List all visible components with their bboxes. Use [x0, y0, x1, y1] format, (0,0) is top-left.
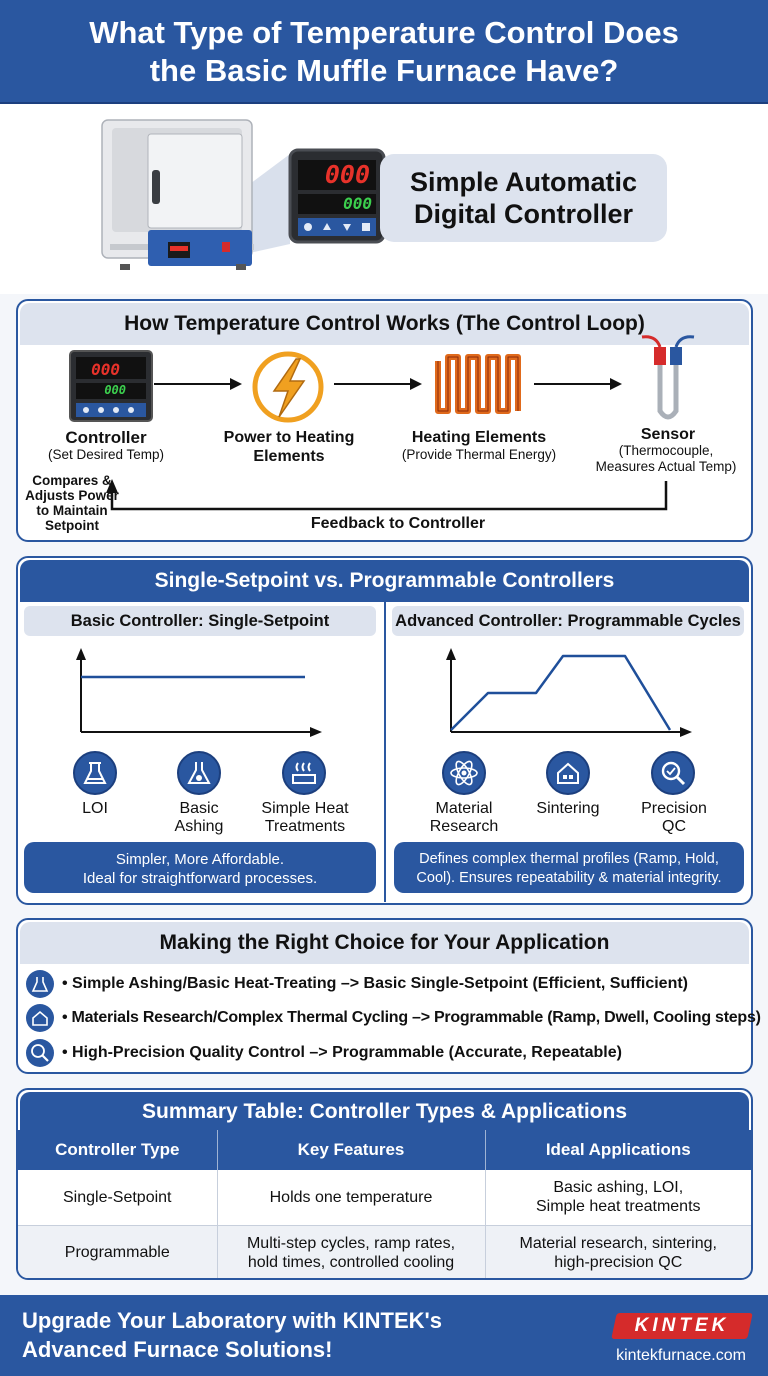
basic-app-2-line-1: Basic: [179, 800, 219, 817]
thermocouple-icon: [642, 337, 694, 417]
table-header: Controller Type: [18, 1130, 217, 1170]
sensor-sublabel-1: (Thermocouple,: [618, 443, 714, 458]
choice-title: Making the Right Choice for Your Application: [20, 922, 749, 964]
basic-summary-line-1: Simpler, More Affordable.: [115, 851, 285, 868]
power-label-line-2: Elements: [253, 448, 325, 465]
flask-icon: [26, 970, 54, 998]
hero-display-red: 000: [324, 160, 370, 189]
choice-item-2: • Materials Research/Complex Thermal Cycling –> Programmable (Ramp, Dwell, Cooling steps): [62, 1009, 761, 1026]
basic-app-1-line-1: LOI: [82, 800, 108, 817]
choice-item-3: • High-Precision Quality Control –> Programmable (Accurate, Repeatable): [62, 1044, 622, 1061]
comparison-divider: [384, 600, 386, 902]
flask-icon: [73, 751, 117, 795]
footer-line-2: Advanced Furnace Solutions!: [22, 1337, 333, 1362]
compare-line-1: Compares &: [32, 473, 112, 488]
programmable-cycle-graph: [430, 640, 710, 740]
advanced-summary: [394, 842, 744, 893]
basic-app-3-line-2: Treatments: [264, 818, 346, 835]
sensor-label: Sensor: [640, 426, 696, 443]
controller-sublabel: (Set Desired Temp): [47, 447, 165, 462]
ashing-flask-icon: [177, 751, 221, 795]
advanced-controller-title: Advanced Controller: Programmable Cycles: [392, 606, 744, 636]
compare-line-4: Setpoint: [45, 518, 99, 533]
callout-line-2: Digital Controller: [413, 199, 633, 229]
table-row: [18, 1170, 751, 1225]
table-cell: Basic ashing, LOI, Simple heat treatments: [485, 1170, 751, 1225]
sensor-sublabel-2: Measures Actual Temp): [595, 459, 737, 474]
magnifier-check-icon: [651, 751, 695, 795]
kintek-logo-text[interactable]: KINTEK: [634, 1315, 730, 1336]
hero-display-green: 000: [343, 194, 372, 213]
table-row: [18, 1225, 751, 1280]
basic-summary-line-2: Ideal for straightforward processes.: [82, 870, 318, 887]
summary-table-title: Summary Table: Controller Types & Applications: [20, 1092, 749, 1132]
summary-table-panel: [16, 1088, 753, 1280]
table-header: Key Features: [217, 1130, 485, 1170]
lightning-bolt-icon: [255, 354, 321, 420]
power-label-line-1: Power to Heating: [223, 429, 355, 446]
controller-callout: [380, 154, 667, 242]
website-link[interactable]: kintekfurnace.com: [616, 1347, 746, 1364]
loop-display-red: 000: [91, 360, 120, 379]
advanced-app-2-line-1: Sintering: [536, 800, 600, 817]
feedback-label: Feedback to Controller: [310, 515, 486, 532]
basic-controller-title: Basic Controller: Single-Setpoint: [24, 606, 376, 636]
control-loop-diagram: [16, 299, 753, 542]
sintering-icon: [546, 751, 590, 795]
basic-app-3-line-1: Simple Heat: [261, 800, 349, 817]
control-loop-title: How Temperature Control Works (The Control Loop): [20, 303, 749, 345]
table-header: Ideal Applications: [545, 1140, 691, 1159]
table-cell: Multi-step cycles, ramp rates, hold times, controlled cooling: [217, 1225, 485, 1280]
table-cell: Holds one temperature: [217, 1170, 485, 1225]
single-setpoint-graph: [60, 640, 340, 740]
page-title-line-1: What Type of Temperature Control Does: [89, 15, 679, 50]
advanced-app-1-line-2: Research: [429, 818, 499, 835]
callout-line-1: Simple Automatic: [409, 167, 638, 197]
advanced-app-1-line-1: Material: [435, 800, 493, 817]
compare-line-3: to Maintain: [36, 503, 108, 518]
table-cell: Single-Setpoint: [18, 1170, 217, 1225]
basic-summary: [24, 842, 376, 893]
comparison-title: Single-Setpoint vs. Programmable Controllers: [20, 560, 749, 602]
advanced-app-3-line-2: QC: [662, 818, 686, 835]
table-cell: Programmable: [18, 1225, 217, 1280]
controller-label: Controller: [65, 428, 147, 447]
sintering-icon: [26, 1004, 54, 1032]
atom-icon: [442, 751, 486, 795]
heat-treatment-icon: [282, 751, 326, 795]
footer-line-1: Upgrade Your Laboratory with KINTEK's: [22, 1308, 443, 1333]
page-title-line-2: the Basic Muffle Furnace Have?: [149, 53, 619, 88]
loop-display-green: 000: [104, 383, 126, 397]
heating-sublabel: (Provide Thermal Energy): [401, 447, 557, 462]
advanced-app-3-line-1: Precision: [641, 800, 707, 817]
advanced-summary-line-2: Cool). Ensures repeatability & material integrity.: [416, 870, 722, 886]
choice-item-1: • Simple Ashing/Basic Heat-Treating –> Basic Single-Setpoint (Efficient, Sufficient): [62, 975, 689, 992]
summary-table: [18, 1130, 751, 1280]
compare-line-2: Adjusts Power: [25, 488, 119, 503]
advanced-summary-line-1: Defines complex thermal profiles (Ramp, Hold,: [419, 851, 719, 867]
heating-element-icon: [438, 357, 518, 411]
page-header: [0, 0, 768, 104]
basic-app-2-line-2: Ashing: [174, 818, 224, 835]
magnifier-icon: [26, 1039, 54, 1067]
table-cell: Material research, sintering, high-precision QC: [519, 1234, 717, 1271]
heating-label: Heating Elements: [411, 429, 547, 446]
